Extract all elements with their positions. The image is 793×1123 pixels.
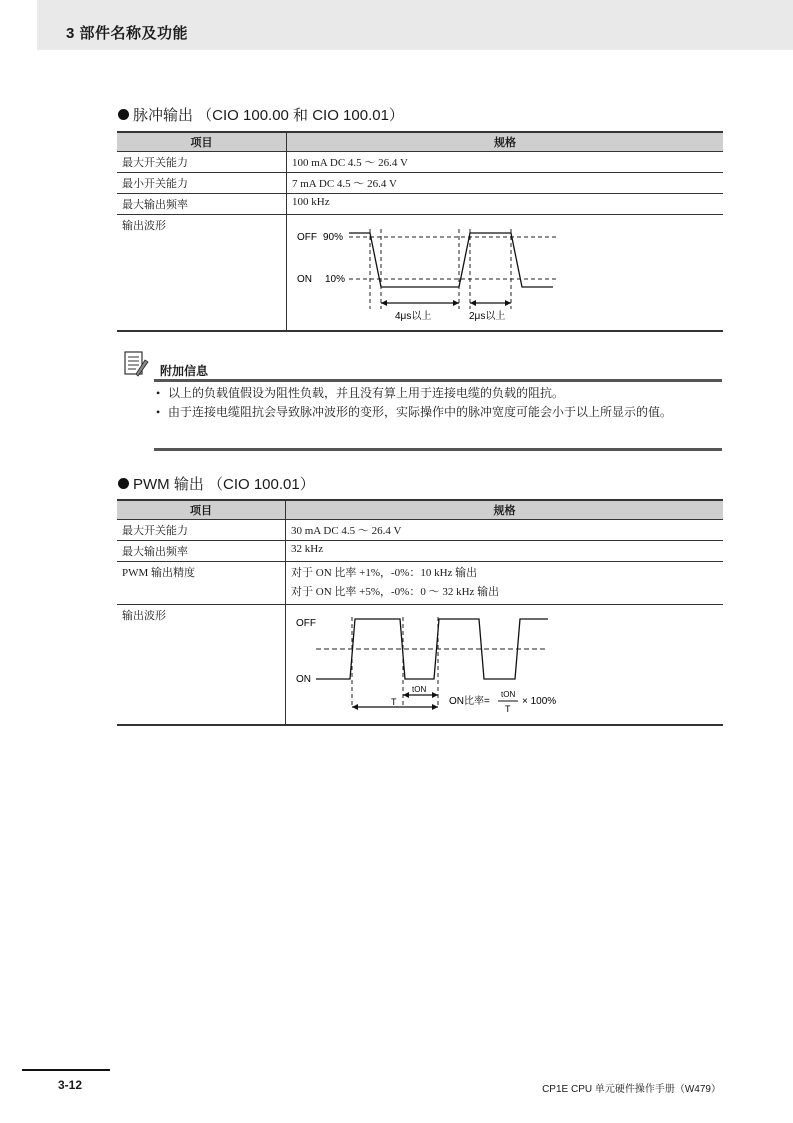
bullet-dot-icon (118, 109, 129, 120)
table-row (117, 215, 723, 332)
pwm-spec-table (117, 499, 723, 726)
table-row (117, 605, 723, 726)
pulse-waveform-cell (287, 215, 724, 332)
pct-high-label: 90% (323, 232, 344, 243)
list-item: • 由于连接电缆阻抗会导致脉冲波形的变形，实际操作中的脉冲宽度可能会小于以上所显示的值。 (154, 403, 722, 422)
table-header-row (117, 132, 723, 152)
pwm-accuracy-line-1: 对于 ON 比率 +1%，-0%：10 kHz 输出 (291, 567, 478, 579)
footer-rule (22, 1069, 110, 1071)
row-spec: 30 mA DC 4.5 ～ 26.4 V (286, 520, 724, 541)
row-spec: 32 kHz (286, 541, 724, 562)
row-item: PWM 输出精度 (117, 562, 286, 605)
ratio-denominator: T (505, 704, 511, 714)
pwm-accuracy-line-2: 对于 ON 比率 +5%，-0%：0 ～ 32 kHz 输出 (291, 586, 500, 598)
note-icon (122, 350, 150, 378)
table-header-spec: 规格 (286, 500, 724, 520)
on-ratio-prefix: ON比率= (449, 696, 490, 707)
table-row (117, 194, 723, 215)
pwm-section-title (118, 473, 315, 494)
table-header-spec: 规格 (287, 132, 724, 152)
row-item: 最大开关能力 (117, 520, 286, 541)
row-item: 最大输出频率 (117, 541, 286, 562)
table-row (117, 152, 723, 173)
info-title: 附加信息 (160, 364, 209, 378)
row-item: 输出波形 (117, 215, 287, 332)
on-label: ON (297, 274, 312, 285)
additional-info-box (118, 350, 722, 452)
pwm-waveform-diagram (286, 605, 723, 721)
manual-name: CP1E CPU 单元硬件操作手册（W479） (542, 1084, 721, 1095)
bullet-dot-icon (118, 478, 129, 489)
row-spec (286, 562, 724, 605)
row-spec: 7 mA DC 4.5 ～ 26.4 V (287, 173, 724, 194)
t-label: T (391, 697, 397, 707)
off-label: OFF (296, 618, 316, 629)
row-item: 最大开关能力 (117, 152, 287, 173)
list-item: • 以上的负载值假设为阻性负载，并且没有算上用于连接电缆的负载的阻抗。 (154, 384, 722, 403)
row-item: 最小开关能力 (117, 173, 287, 194)
table-header-row (117, 500, 723, 520)
pct-low-label: 10% (325, 274, 346, 285)
pwm-section-title-text: PWM 输出 （CIO 100.01） (133, 476, 315, 493)
table-row (117, 541, 723, 562)
on-label: ON (296, 674, 311, 685)
pulse-section-title-text: 脉冲输出 （CIO 100.00 和 CIO 100.01） (133, 107, 404, 124)
table-row (117, 562, 723, 605)
ton-label: tON (412, 685, 427, 694)
row-spec: 100 kHz (287, 194, 724, 215)
ratio-numerator: tON (501, 690, 516, 699)
duration-4us-label: 4μs以上 (395, 311, 432, 322)
pwm-waveform-cell (286, 605, 724, 726)
info-list (154, 384, 722, 422)
page-number: 3-12 (58, 1078, 83, 1092)
table-header-item: 项目 (117, 500, 286, 520)
ratio-suffix: × 100% (522, 696, 557, 707)
pulse-section-title (118, 104, 404, 125)
table-row (117, 173, 723, 194)
table-row (117, 520, 723, 541)
pulse-spec-table (117, 131, 723, 332)
row-item: 输出波形 (117, 605, 286, 726)
table-header-item: 项目 (117, 132, 287, 152)
row-item: 最大输出频率 (117, 194, 287, 215)
pulse-waveform-diagram (287, 215, 723, 327)
info-bottom-rule (154, 448, 722, 451)
duration-2us-label: 2μs以上 (469, 311, 506, 322)
row-spec: 100 mA DC 4.5 ～ 26.4 V (287, 152, 724, 173)
off-label: OFF (297, 232, 317, 243)
page-header-title: 3 部件名称及功能 (66, 25, 189, 42)
info-top-rule (154, 379, 722, 382)
